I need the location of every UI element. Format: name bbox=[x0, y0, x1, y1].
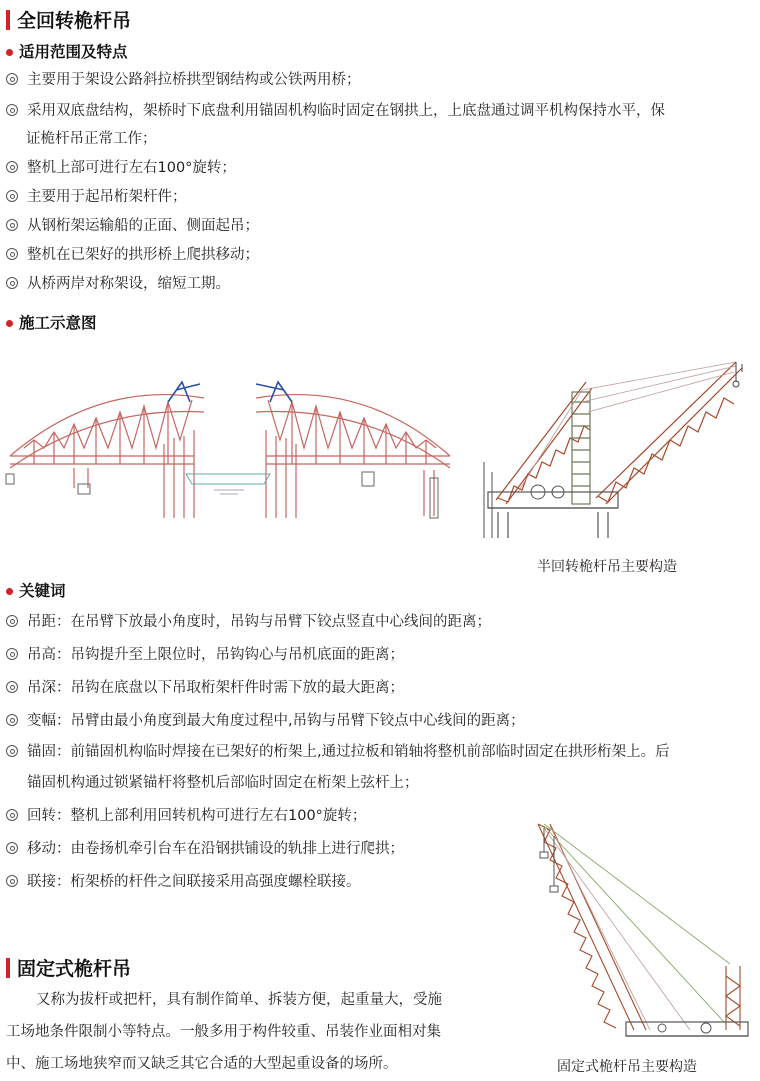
circle-bullet-icon bbox=[6, 104, 18, 116]
circle-bullet-icon bbox=[6, 161, 18, 173]
caption-half-rotation-crane: 半回转桅杆吊主要构造 bbox=[537, 559, 677, 575]
list-item-text: 从桥两岸对称架设，缩短工期。 bbox=[27, 276, 230, 292]
circle-bullet-icon bbox=[6, 809, 18, 821]
keyword-text: 回转：整机上部利用回转机构可进行左右100°旋转； bbox=[27, 808, 367, 824]
keyword-item bbox=[6, 872, 361, 892]
keyword-item bbox=[6, 839, 404, 859]
circle-bullet-icon bbox=[6, 745, 18, 757]
circle-bullet-icon bbox=[6, 615, 18, 627]
list-item-text: 采用双底盘结构，架桥时下底盘利用锚固机构临时固定在钢拱上，上底盘通过调平机构保持水平，保 bbox=[27, 103, 665, 119]
heading-scope bbox=[6, 40, 128, 62]
heading-diagram-text: 施工示意图 bbox=[19, 314, 97, 332]
circle-bullet-icon bbox=[6, 681, 18, 693]
caption-fixed-crane: 固定式桅杆吊主要构造 bbox=[557, 1059, 697, 1075]
paragraph-line: 又称为拔杆或把杆，具有制作简单、拆装方便，起重量大，受施 bbox=[36, 992, 442, 1008]
circle-bullet-icon bbox=[6, 714, 18, 726]
list-item-text: 主要用于起吊桁架杆件； bbox=[27, 189, 187, 205]
list-item-text: 主要用于架设公路斜拉桥拱型钢结构或公铁两用桥； bbox=[27, 72, 361, 88]
keyword-text: 吊深：吊钩在底盘以下吊取桁架杆件时需下放的最大距离； bbox=[27, 680, 404, 696]
heading-keywords-text: 关键词 bbox=[19, 582, 66, 600]
title-text: 全回转桅杆吊 bbox=[17, 10, 132, 32]
list-item bbox=[6, 158, 236, 178]
keyword-text: 联接：桁架桥的杆件之间联接采用高强度螺栓联接。 bbox=[27, 874, 361, 890]
keyword-text: 吊距：在吊臂下放最小角度时，吊钩与吊臂下铰点竖直中心线间的距离； bbox=[27, 614, 491, 630]
paragraph-line: 工场地条件限制小等特点。一般多用于构件较重、吊装作业面相对集 bbox=[6, 1024, 441, 1040]
keyword-item bbox=[6, 645, 404, 665]
keyword-item bbox=[6, 742, 670, 762]
list-item bbox=[6, 216, 259, 236]
list-item-text: 整机在已架好的拱形桥上爬拱移动； bbox=[27, 247, 259, 263]
list-item bbox=[6, 70, 361, 90]
paragraph-line: 中、施工场地狭窄而又缺乏其它合适的大型起重设备的场所。 bbox=[6, 1056, 398, 1072]
keyword-item bbox=[6, 806, 366, 826]
half-rotation-crane-diagram bbox=[478, 342, 756, 548]
circle-bullet-icon bbox=[6, 842, 18, 854]
list-item-text: 整机上部可进行左右100°旋转； bbox=[27, 160, 236, 176]
circle-bullet-icon bbox=[6, 277, 18, 289]
keyword-item bbox=[6, 678, 404, 698]
circle-bullet-icon bbox=[6, 648, 18, 660]
list-item-continuation: 证桅杆吊正常工作； bbox=[26, 131, 157, 147]
title-text: 固定式桅杆吊 bbox=[17, 958, 132, 980]
list-item bbox=[6, 274, 230, 294]
section-title-fixed-mast bbox=[6, 954, 131, 981]
keyword-text: 吊高：吊钩提升至上限位时，吊钩钩心与吊机底面的距离； bbox=[27, 647, 404, 663]
keyword-text: 移动：由卷扬机牵引台车在沿钢拱铺设的轨排上进行爬拱； bbox=[27, 841, 404, 857]
list-item-text: 从钢桁架运输船的正面、侧面起吊； bbox=[27, 218, 259, 234]
circle-bullet-icon bbox=[6, 219, 18, 231]
list-item bbox=[6, 187, 187, 207]
red-dot-icon bbox=[6, 320, 13, 327]
title-marker bbox=[6, 958, 10, 978]
keyword-text: 变幅：吊臂由最小角度到最大角度过程中,吊钩与吊臂下铰点中心线间的距离； bbox=[27, 713, 525, 729]
red-dot-icon bbox=[6, 588, 13, 595]
circle-bullet-icon bbox=[6, 190, 18, 202]
circle-bullet-icon bbox=[6, 875, 18, 887]
keyword-item bbox=[6, 612, 491, 632]
heading-diagram bbox=[6, 311, 97, 333]
fixed-crane-diagram bbox=[530, 816, 752, 1044]
red-dot-icon bbox=[6, 49, 13, 56]
title-marker bbox=[6, 10, 10, 30]
keyword-text: 锚固：前锚固机构临时焊接在已架好的桁架上,通过拉板和销轴将整机前部临时固定在拱形桁架上。后 bbox=[27, 744, 670, 760]
keyword-item bbox=[6, 711, 525, 731]
keyword-continuation: 锚固机构通过锁紧锚杆将整机后部临时固定在桁架上弦杆上； bbox=[27, 775, 419, 791]
circle-bullet-icon bbox=[6, 248, 18, 260]
heading-keywords bbox=[6, 579, 66, 601]
list-item bbox=[6, 245, 259, 265]
arch-bridge-diagram bbox=[4, 340, 456, 548]
heading-scope-text: 适用范围及特点 bbox=[19, 43, 128, 61]
list-item bbox=[6, 101, 665, 121]
section-title-full-rotation bbox=[6, 6, 131, 33]
circle-bullet-icon bbox=[6, 73, 18, 85]
